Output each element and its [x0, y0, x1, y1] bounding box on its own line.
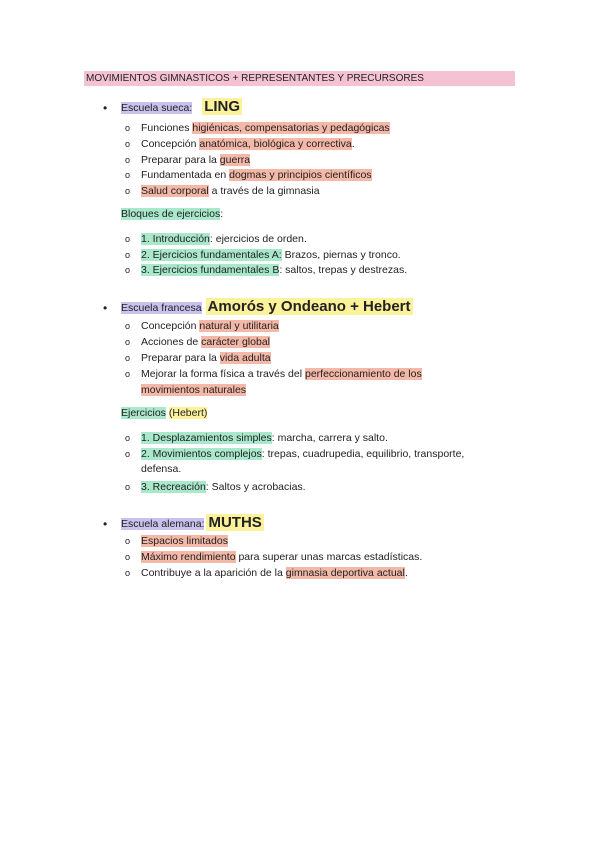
list-item: o Acciones de carácter global	[125, 336, 270, 348]
circle-bullet-icon: o	[125, 265, 131, 275]
list-item: o Funciones higiénicas, compensatorias y pedagógicas	[125, 122, 390, 134]
list-item: o Mejorar la forma física a través del perfeccionamiento de los	[125, 368, 422, 380]
circle-bullet-icon: o	[125, 170, 131, 180]
circle-bullet-icon: o	[125, 321, 131, 331]
list-item-continuation: movimientos naturales	[141, 384, 247, 396]
representative: LING	[204, 98, 241, 115]
bullet-icon: •	[103, 301, 108, 315]
list-item: o Contribuye a la aparición de la gimnasia deportiva actual.	[125, 567, 408, 579]
list-item: o 3. Ejercicios fundamentales B: saltos, trepas y destrezas.	[125, 264, 408, 276]
list-item: o 1. Introducción: ejercicios de orden.	[125, 233, 307, 245]
circle-bullet-icon: o	[125, 155, 131, 165]
circle-bullet-icon: o	[125, 568, 131, 578]
circle-bullet-icon: o	[125, 552, 131, 562]
list-item: o 3. Recreación: Saltos y acrobacias.	[125, 481, 306, 493]
circle-bullet-icon: o	[125, 186, 131, 196]
section-heading	[121, 298, 413, 315]
circle-bullet-icon: o	[125, 337, 131, 347]
circle-bullet-icon: o	[125, 433, 131, 443]
circle-bullet-icon: o	[125, 139, 131, 149]
bullet-icon: •	[103, 101, 108, 115]
bullet-icon: •	[103, 517, 108, 531]
list-item: o Preparar para la guerra	[125, 154, 251, 166]
list-item: o Concepción natural y utilitaria	[125, 320, 279, 332]
blocks-heading: Bloques de ejercicios:	[121, 208, 224, 220]
circle-bullet-icon: o	[125, 482, 131, 492]
list-item: o Concepción anatómica, biológica y correctiva.	[125, 138, 355, 150]
list-item: o 2. Movimientos complejos: trepas, cuadrupedia, equilibrio, transporte,	[125, 448, 465, 460]
exercises-heading: Ejercicios (Hebert)	[121, 407, 208, 419]
list-item: o Espacios limitados	[125, 535, 228, 547]
list-item: o Salud corporal a través de la gimnasia	[125, 185, 320, 197]
page-title: MOVIMIENTOS GIMNASTICOS + REPRESENTANTES Y PRECURSORES	[84, 71, 515, 86]
school-label: Escuela francesa	[121, 302, 202, 314]
list-item-continuation: defensa.	[141, 463, 182, 475]
list-item: o 2. Ejercicios fundamentales A: Brazos, piernas y tronco.	[125, 249, 401, 261]
circle-bullet-icon: o	[125, 250, 131, 260]
list-item: o Preparar para la vida adulta	[125, 352, 271, 364]
circle-bullet-icon: o	[125, 369, 131, 379]
representative: MUTHS	[208, 514, 262, 531]
school-label: Escuela alemana:	[121, 518, 205, 530]
representative: Amorós y Ondeano + Hebert	[207, 298, 411, 315]
list-item: o Máximo rendimiento para superar unas marcas estadísticas.	[125, 551, 423, 563]
circle-bullet-icon: o	[125, 536, 131, 546]
circle-bullet-icon: o	[125, 234, 131, 244]
section-heading	[121, 98, 242, 115]
circle-bullet-icon: o	[125, 449, 131, 459]
section-heading	[121, 514, 264, 531]
list-item: o 1. Desplazamientos simples: marcha, carrera y salto.	[125, 432, 388, 444]
school-label: Escuela sueca:	[121, 102, 193, 114]
list-item: o Fundamentada en dogmas y principios científicos	[125, 169, 372, 181]
circle-bullet-icon: o	[125, 353, 131, 363]
circle-bullet-icon: o	[125, 123, 131, 133]
